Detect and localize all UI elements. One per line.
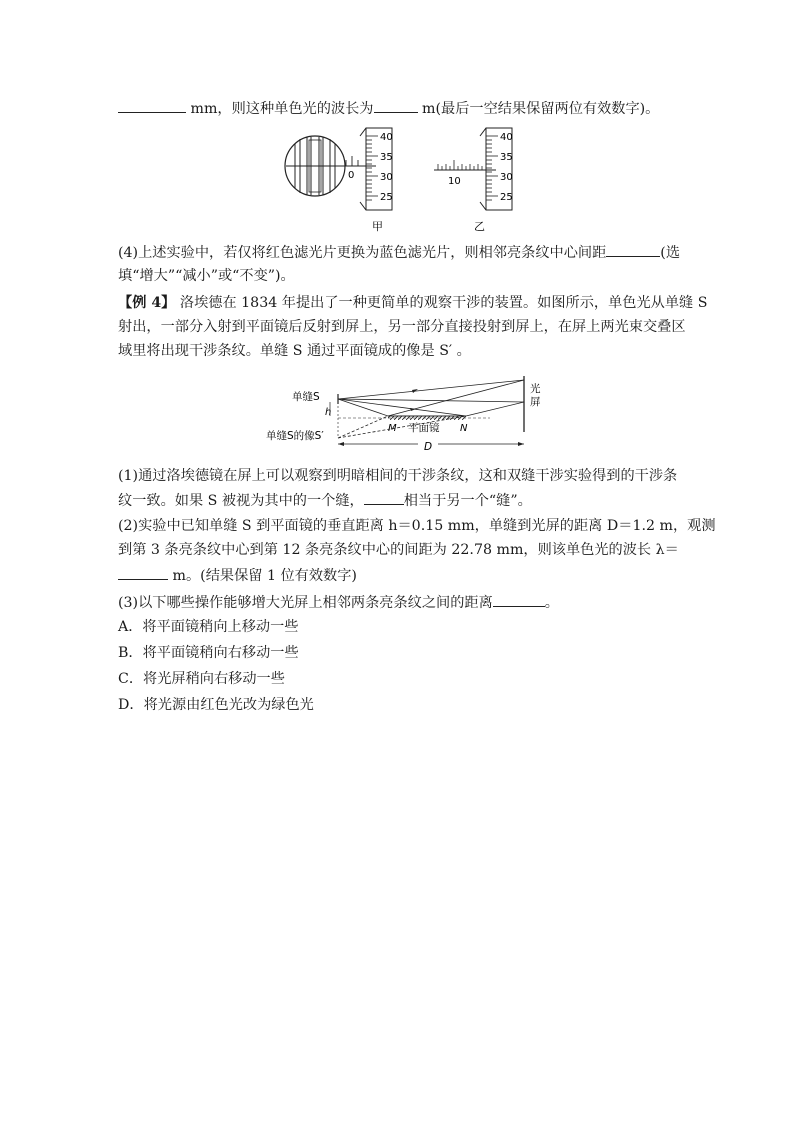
- jia-tick-25: 25: [380, 192, 393, 203]
- option-b[interactable]: [118, 643, 688, 663]
- slit-s-label: 单缝S: [292, 391, 320, 403]
- jia-tick-30: 30: [380, 172, 393, 183]
- option-d-text: D．将光源由红色光改为绿色光: [118, 697, 314, 713]
- yi-tick-35: 35: [500, 152, 513, 163]
- answer-blank-q4[interactable]: [606, 242, 660, 257]
- sub2-text-3: m。(结果保留 1 位有效数字): [172, 568, 357, 584]
- example4-line-1: [118, 293, 708, 313]
- sub2-line-3: [118, 565, 688, 586]
- image-s-prime-label: 单缝S的像S′: [266, 430, 324, 442]
- sub1-text-1: (1)通过洛埃德镜在屏上可以观察到明暗相间的干涉条纹，这和双缝干涉实验得到的干涉条: [118, 468, 678, 484]
- example4-text-2: 射出，一部分入射到平面镜后反射到屏上，另一部分直接投射到屏上，在屏上两光束交叠区: [118, 319, 686, 335]
- yi-tick-30: 30: [500, 172, 513, 183]
- q4-text-1-end: (选: [660, 245, 681, 261]
- q4-text-1: (4)上述实验中，若仅将红色滤光片更换为蓝色滤光片，则相邻亮条纹中心间距: [118, 245, 607, 261]
- q3-text-mm: mm，则这种单色光的波长为: [190, 101, 374, 117]
- q3-answer-line: [118, 98, 688, 119]
- sub1-line-2: [118, 490, 688, 511]
- yi-tick-25: 25: [500, 192, 513, 203]
- label-yi: 乙: [474, 220, 485, 233]
- option-c-text: C．将光屏稍向右移动一些: [118, 671, 285, 687]
- sub3-text-1-end: 。: [544, 595, 559, 611]
- example4-text-1: 洛埃德在 1834 年提出了一种更简单的观察干涉的装置。如图所示，单色光从单缝 S: [179, 295, 708, 311]
- option-b-text: B．将平面镜稍向右移动一些: [118, 645, 299, 661]
- answer-blank-sub3[interactable]: [493, 592, 545, 607]
- h-label: h: [325, 407, 332, 418]
- label-jia: 甲: [372, 220, 383, 233]
- example4-line-3: [118, 341, 688, 361]
- fringe-pattern: [285, 136, 345, 196]
- screen-label-1: 光: [530, 383, 541, 395]
- d-label: D: [424, 441, 433, 453]
- yi-tick-40: 40: [500, 132, 513, 143]
- example4-line-2: [118, 317, 688, 337]
- option-c[interactable]: [118, 669, 688, 689]
- option-a[interactable]: [118, 617, 688, 637]
- sub2-line-2: [118, 540, 688, 560]
- q4-line-2: [118, 266, 688, 286]
- option-a-text: A．将平面镜稍向上移动一些: [118, 619, 299, 635]
- jia-main-zero: 0: [348, 170, 355, 181]
- jia-tick-40: 40: [380, 132, 393, 143]
- n-label: N: [460, 423, 468, 434]
- micrometer-yi: [434, 128, 513, 233]
- lloyd-mirror-figure: [262, 372, 562, 456]
- answer-blank-sub2[interactable]: [118, 565, 168, 580]
- m-label: M: [388, 423, 397, 434]
- q4-text-2: 填“增大”“减小”或“不变”)。: [118, 268, 295, 284]
- option-d[interactable]: [118, 695, 688, 715]
- example4-tag: 【例 4】: [118, 295, 176, 311]
- sub3-line-1: [118, 592, 688, 613]
- sub2-text-2: 到第 3 条亮条纹中心到第 12 条亮条纹中心的间距为 22.78 mm，则该单色光的波长 λ＝: [118, 542, 679, 558]
- sub2-text-1: (2)实验中已知单缝 S 到平面镜的垂直距离 h＝0.15 mm，单缝到光屏的距离 D＝1.2 m，观测: [118, 518, 716, 534]
- yi-main-ten: 10: [448, 176, 461, 187]
- jia-tick-35: 35: [380, 152, 393, 163]
- mirror-label: 平面镜: [408, 422, 440, 434]
- micrometer-jia: [338, 128, 393, 233]
- q3-text-m: m(最后一空结果保留两位有效数字)。: [422, 101, 660, 117]
- answer-blank-mm[interactable]: [118, 98, 186, 113]
- sub1-text-2b: 相当于另一个“缝”。: [403, 493, 532, 509]
- example4-text-3: 域里将出现干涉条纹。单缝 S 通过平面镜成的像是 S′ 。: [118, 343, 471, 359]
- sub1-text-2a: 纹一致。如果 S 被视为其中的一个缝，: [118, 493, 364, 509]
- sub3-text-1: (3)以下哪些操作能够增大光屏上相邻两条亮条纹之间的距离: [118, 595, 493, 611]
- q4-line-1: [118, 242, 688, 263]
- sub1-line-1: [118, 466, 688, 486]
- answer-blank-sub1[interactable]: [364, 490, 404, 505]
- micrometer-figure: [280, 122, 530, 234]
- answer-blank-wavelength[interactable]: [374, 98, 418, 113]
- sub2-line-1: [118, 516, 716, 536]
- screen-label-2: 屏: [530, 396, 541, 408]
